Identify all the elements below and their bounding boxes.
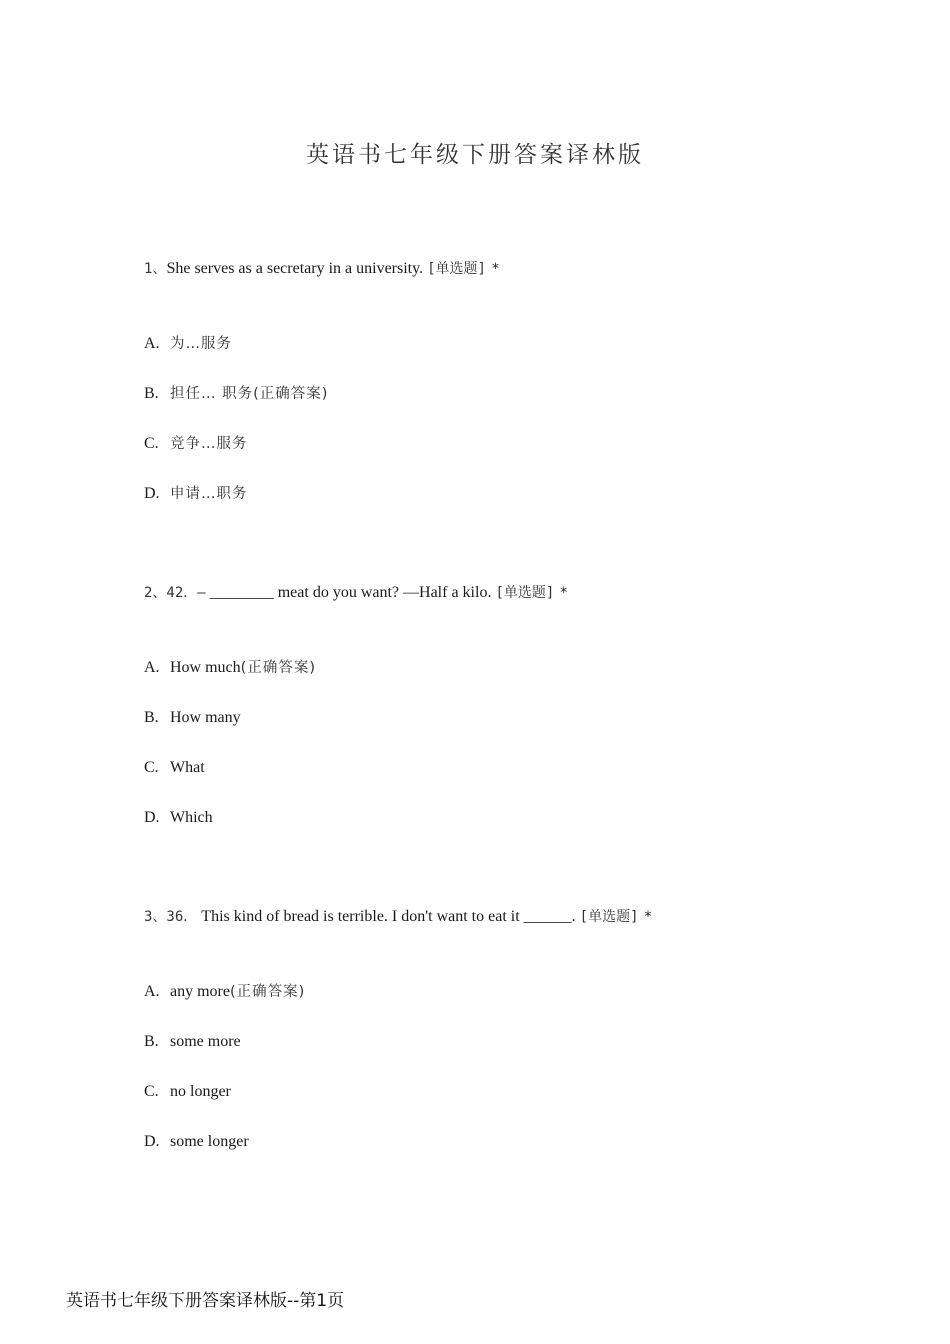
correct-answer-mark: (正确答案) bbox=[229, 984, 306, 1000]
option-letter: D. bbox=[144, 1133, 160, 1150]
question-type-tag: [单选题] bbox=[427, 261, 486, 277]
question-2-option-a[interactable] bbox=[144, 658, 316, 678]
question-type-tag: [单选题] bbox=[579, 909, 639, 925]
option-text: 为…服务 bbox=[170, 336, 232, 352]
question-3-stem bbox=[144, 907, 652, 927]
question-text: She serves as a secretary in a university. bbox=[166, 260, 424, 277]
page-title: 英语书七年级下册答案译林版 bbox=[306, 142, 644, 168]
correct-answer-mark: (正确答案) bbox=[240, 660, 316, 676]
option-text: What bbox=[170, 759, 205, 776]
option-text: 申请…职务 bbox=[170, 486, 248, 502]
question-1-option-a[interactable] bbox=[144, 334, 232, 354]
option-text: some longer bbox=[170, 1133, 249, 1150]
question-text: This kind of bread is terrible. I don't want to eat it ______. bbox=[201, 908, 576, 925]
question-number: 2、42．— bbox=[144, 585, 206, 601]
question-type-tag: [单选题] bbox=[495, 585, 555, 601]
option-letter: B. bbox=[144, 709, 159, 726]
question-3-option-d[interactable] bbox=[144, 1132, 249, 1152]
option-letter: C. bbox=[144, 759, 159, 776]
question-text: ________ meat do you want? —Half a kilo. bbox=[209, 584, 492, 601]
option-letter: D. bbox=[144, 485, 160, 502]
option-letter: A. bbox=[144, 983, 160, 1000]
question-number: 3、36． bbox=[144, 909, 198, 925]
question-number: 1、 bbox=[144, 261, 167, 277]
question-1-option-d[interactable] bbox=[144, 484, 248, 504]
option-text: no longer bbox=[170, 1083, 231, 1100]
option-text: any more bbox=[170, 983, 230, 1000]
option-letter: B. bbox=[144, 1033, 159, 1050]
question-2-option-c[interactable] bbox=[144, 758, 205, 778]
question-2-option-d[interactable] bbox=[144, 808, 213, 828]
option-text: 担任… 职务 bbox=[170, 386, 254, 402]
page-footer: 英语书七年级下册答案译林版--第1页 bbox=[66, 1291, 345, 1311]
option-text: How many bbox=[170, 709, 241, 726]
option-text: some more bbox=[170, 1033, 241, 1050]
question-2-stem bbox=[144, 583, 567, 603]
question-3-option-a[interactable] bbox=[144, 982, 305, 1002]
required-mark: * bbox=[644, 909, 652, 925]
option-text: How much bbox=[170, 659, 241, 676]
required-mark: * bbox=[491, 261, 499, 277]
question-3-option-c[interactable] bbox=[144, 1082, 231, 1102]
question-1-option-b[interactable] bbox=[144, 384, 328, 404]
question-1-stem bbox=[144, 259, 499, 279]
option-letter: A. bbox=[144, 659, 160, 676]
option-letter: A. bbox=[144, 335, 160, 352]
option-text: 竞争…服务 bbox=[170, 436, 248, 452]
option-letter: B. bbox=[144, 385, 159, 402]
option-letter: D. bbox=[144, 809, 160, 826]
option-text: Which bbox=[170, 809, 213, 826]
option-letter: C. bbox=[144, 1083, 159, 1100]
required-mark: * bbox=[560, 585, 568, 601]
question-3-option-b[interactable] bbox=[144, 1032, 241, 1052]
question-2-option-b[interactable] bbox=[144, 708, 241, 728]
correct-answer-mark: (正确答案) bbox=[253, 386, 329, 402]
question-1-option-c[interactable] bbox=[144, 434, 248, 454]
option-letter: C. bbox=[144, 435, 159, 452]
